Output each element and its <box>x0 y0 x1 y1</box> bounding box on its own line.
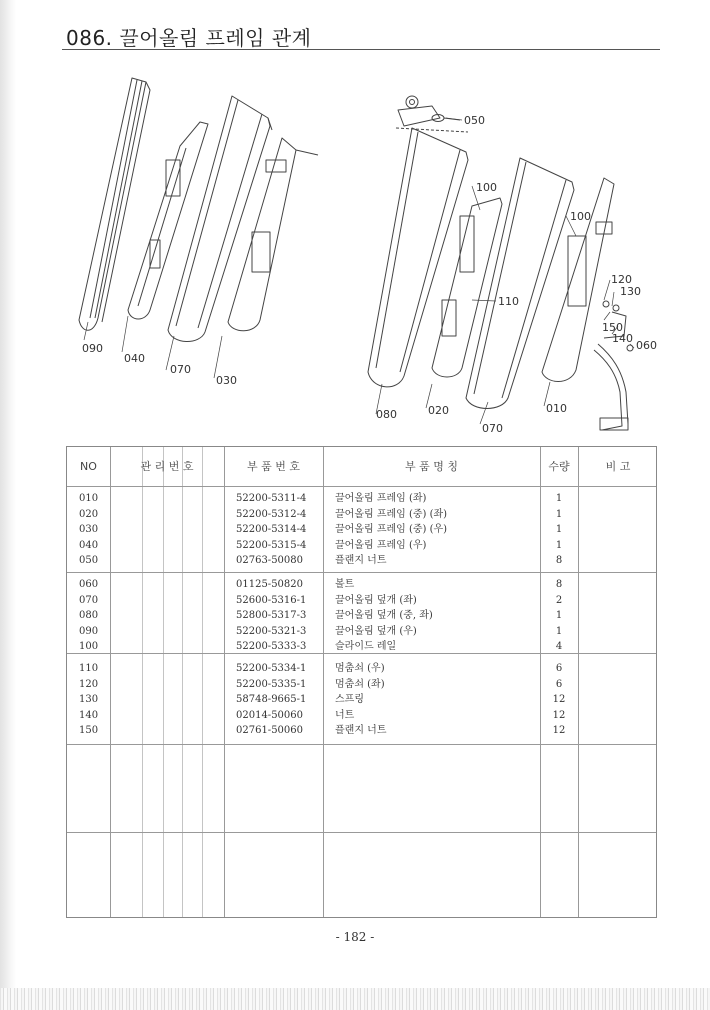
row-no: 050 <box>79 555 99 566</box>
row-part-name: 볼트 <box>335 579 355 590</box>
row-no: 120 <box>79 678 99 690</box>
part-name-column-group-2 <box>335 577 433 655</box>
row-quantity: 1 <box>555 524 563 535</box>
row-part-name: 끌어올림 덮개 (우) <box>335 625 417 637</box>
row-quantity: 1 <box>555 508 563 520</box>
frame-030-drawing <box>228 138 318 331</box>
page-title: 086. 끌어올림 프레임 관계 <box>66 26 312 50</box>
parts-table <box>66 446 657 918</box>
callout-120: 120 <box>611 273 632 286</box>
row-quantity: 12 <box>552 709 566 721</box>
callout-040: 040 <box>124 352 145 365</box>
callout-030: 030 <box>216 374 237 387</box>
exploded-parts-diagram <box>0 55 710 440</box>
row-part-number: 01125-50820 <box>236 579 304 590</box>
row-no: 110 <box>79 663 99 674</box>
callout-080: 080 <box>376 408 397 421</box>
row-no: 030 <box>79 524 99 535</box>
callout-130: 130 <box>620 285 641 298</box>
callout-110: 110 <box>498 295 519 308</box>
row-part-name: 끌어올림 덮개 (중, 좌) <box>335 610 433 621</box>
row-part-name: 스프링 <box>335 694 364 705</box>
row-quantity: 4 <box>555 641 563 652</box>
quantity-column-group-2 <box>540 577 578 655</box>
callout-140: 140 <box>612 332 633 345</box>
part-number-column-group-2 <box>236 577 306 655</box>
title-underline <box>62 49 660 50</box>
row-quantity: 1 <box>555 610 563 621</box>
row-no: 060 <box>79 579 99 590</box>
part-name-column-group-1 <box>335 491 447 569</box>
header-remarks: 비 고 <box>605 460 631 473</box>
callout-100b: 100 <box>570 210 591 223</box>
quantity-column-group-3 <box>540 661 578 739</box>
row-no: 130 <box>79 694 99 705</box>
header-part-number: 부 품 번 호 <box>247 460 300 473</box>
row-no: 090 <box>79 625 99 637</box>
part-number-column-group-3 <box>236 661 306 739</box>
frame-020-drawing <box>432 198 502 377</box>
row-part-name: 플랜지 너트 <box>335 725 387 736</box>
callout-070b: 070 <box>482 422 503 435</box>
quantity-column-group-1 <box>540 491 578 569</box>
row-quantity: 2 <box>555 594 563 606</box>
callout-020: 020 <box>428 404 449 417</box>
header-part-name: 부 품 명 칭 <box>405 460 458 473</box>
nut-050-drawing <box>396 96 468 132</box>
frame-040-drawing <box>128 122 208 319</box>
row-no: 140 <box>79 709 99 721</box>
no-column-group-3 <box>79 661 98 739</box>
row-part-name: 끌어올림 프레임 (중) (좌) <box>335 508 448 520</box>
row-part-name: 끌어올림 프레임 (우) <box>335 539 427 551</box>
row-part-name: 너트 <box>335 709 355 721</box>
header-management-number: 관 리 번 호 <box>140 460 194 473</box>
scan-bottom-edge <box>0 988 710 1010</box>
row-no: 150 <box>79 725 99 736</box>
row-part-number: 52800-5317-3 <box>236 610 307 621</box>
row-part-number: 02761-50060 <box>236 725 304 736</box>
row-quantity: 6 <box>555 663 563 674</box>
frame-080-drawing <box>368 128 468 387</box>
row-quantity: 12 <box>552 694 566 705</box>
row-no: 100 <box>79 641 99 652</box>
page-number: - 182 - <box>335 930 375 944</box>
row-part-number: 52200-5311-4 <box>236 493 307 504</box>
row-part-name: 멈춤쇠 (우) <box>335 663 385 674</box>
callout-150: 150 <box>602 321 623 334</box>
frame-070-drawing <box>168 96 272 342</box>
part-name-column-group-3 <box>335 661 386 739</box>
row-part-number: 52600-5316-1 <box>236 594 307 606</box>
callout-100: 100 <box>476 181 497 194</box>
row-part-name: 플랜지 너트 <box>335 555 387 566</box>
row-part-name: 끌어올림 프레임 (좌) <box>335 493 427 504</box>
no-column-group-2 <box>79 577 98 655</box>
callout-070: 070 <box>170 363 191 376</box>
callout-050: 050 <box>464 114 485 127</box>
row-part-number: 52200-5321-3 <box>236 625 307 637</box>
row-part-name: 끌어올림 덮개 (좌) <box>335 594 417 606</box>
header-quantity: 수량 <box>548 460 570 473</box>
row-part-name: 끌어올림 프레임 (중) (우) <box>335 524 448 535</box>
callout-010: 010 <box>546 402 567 415</box>
row-part-number: 52200-5315-4 <box>236 539 307 551</box>
row-part-number: 52200-5333-3 <box>236 641 307 652</box>
row-part-name: 슬라이드 레일 <box>335 641 397 652</box>
row-part-number: 52200-5335-1 <box>236 678 307 690</box>
row-quantity: 1 <box>555 625 563 637</box>
row-part-number: 52200-5334-1 <box>236 663 307 674</box>
no-column-group-1 <box>79 491 98 569</box>
frame-010-drawing <box>542 178 614 382</box>
callout-090: 090 <box>82 342 103 355</box>
header-no: NO <box>80 459 97 473</box>
callout-060: 060 <box>636 339 657 352</box>
row-quantity: 8 <box>555 555 563 566</box>
row-no: 080 <box>79 610 99 621</box>
row-quantity: 1 <box>555 493 563 504</box>
part-number-column-group-1 <box>236 491 306 569</box>
row-part-number: 02763-50080 <box>236 555 304 566</box>
row-part-number: 58748-9665-1 <box>236 694 307 705</box>
frame-090-drawing <box>79 78 150 330</box>
row-quantity: 6 <box>555 678 563 690</box>
row-part-number: 52200-5314-4 <box>236 524 307 535</box>
row-part-number: 02014-50060 <box>236 709 304 721</box>
row-no: 020 <box>79 508 99 520</box>
row-part-number: 52200-5312-4 <box>236 508 307 520</box>
row-quantity: 12 <box>552 725 566 736</box>
row-no: 040 <box>79 539 99 551</box>
row-part-name: 멈춤쇠 (좌) <box>335 678 385 690</box>
row-quantity: 8 <box>555 579 563 590</box>
row-no: 070 <box>79 594 99 606</box>
row-no: 010 <box>79 493 99 504</box>
row-quantity: 1 <box>555 539 563 551</box>
